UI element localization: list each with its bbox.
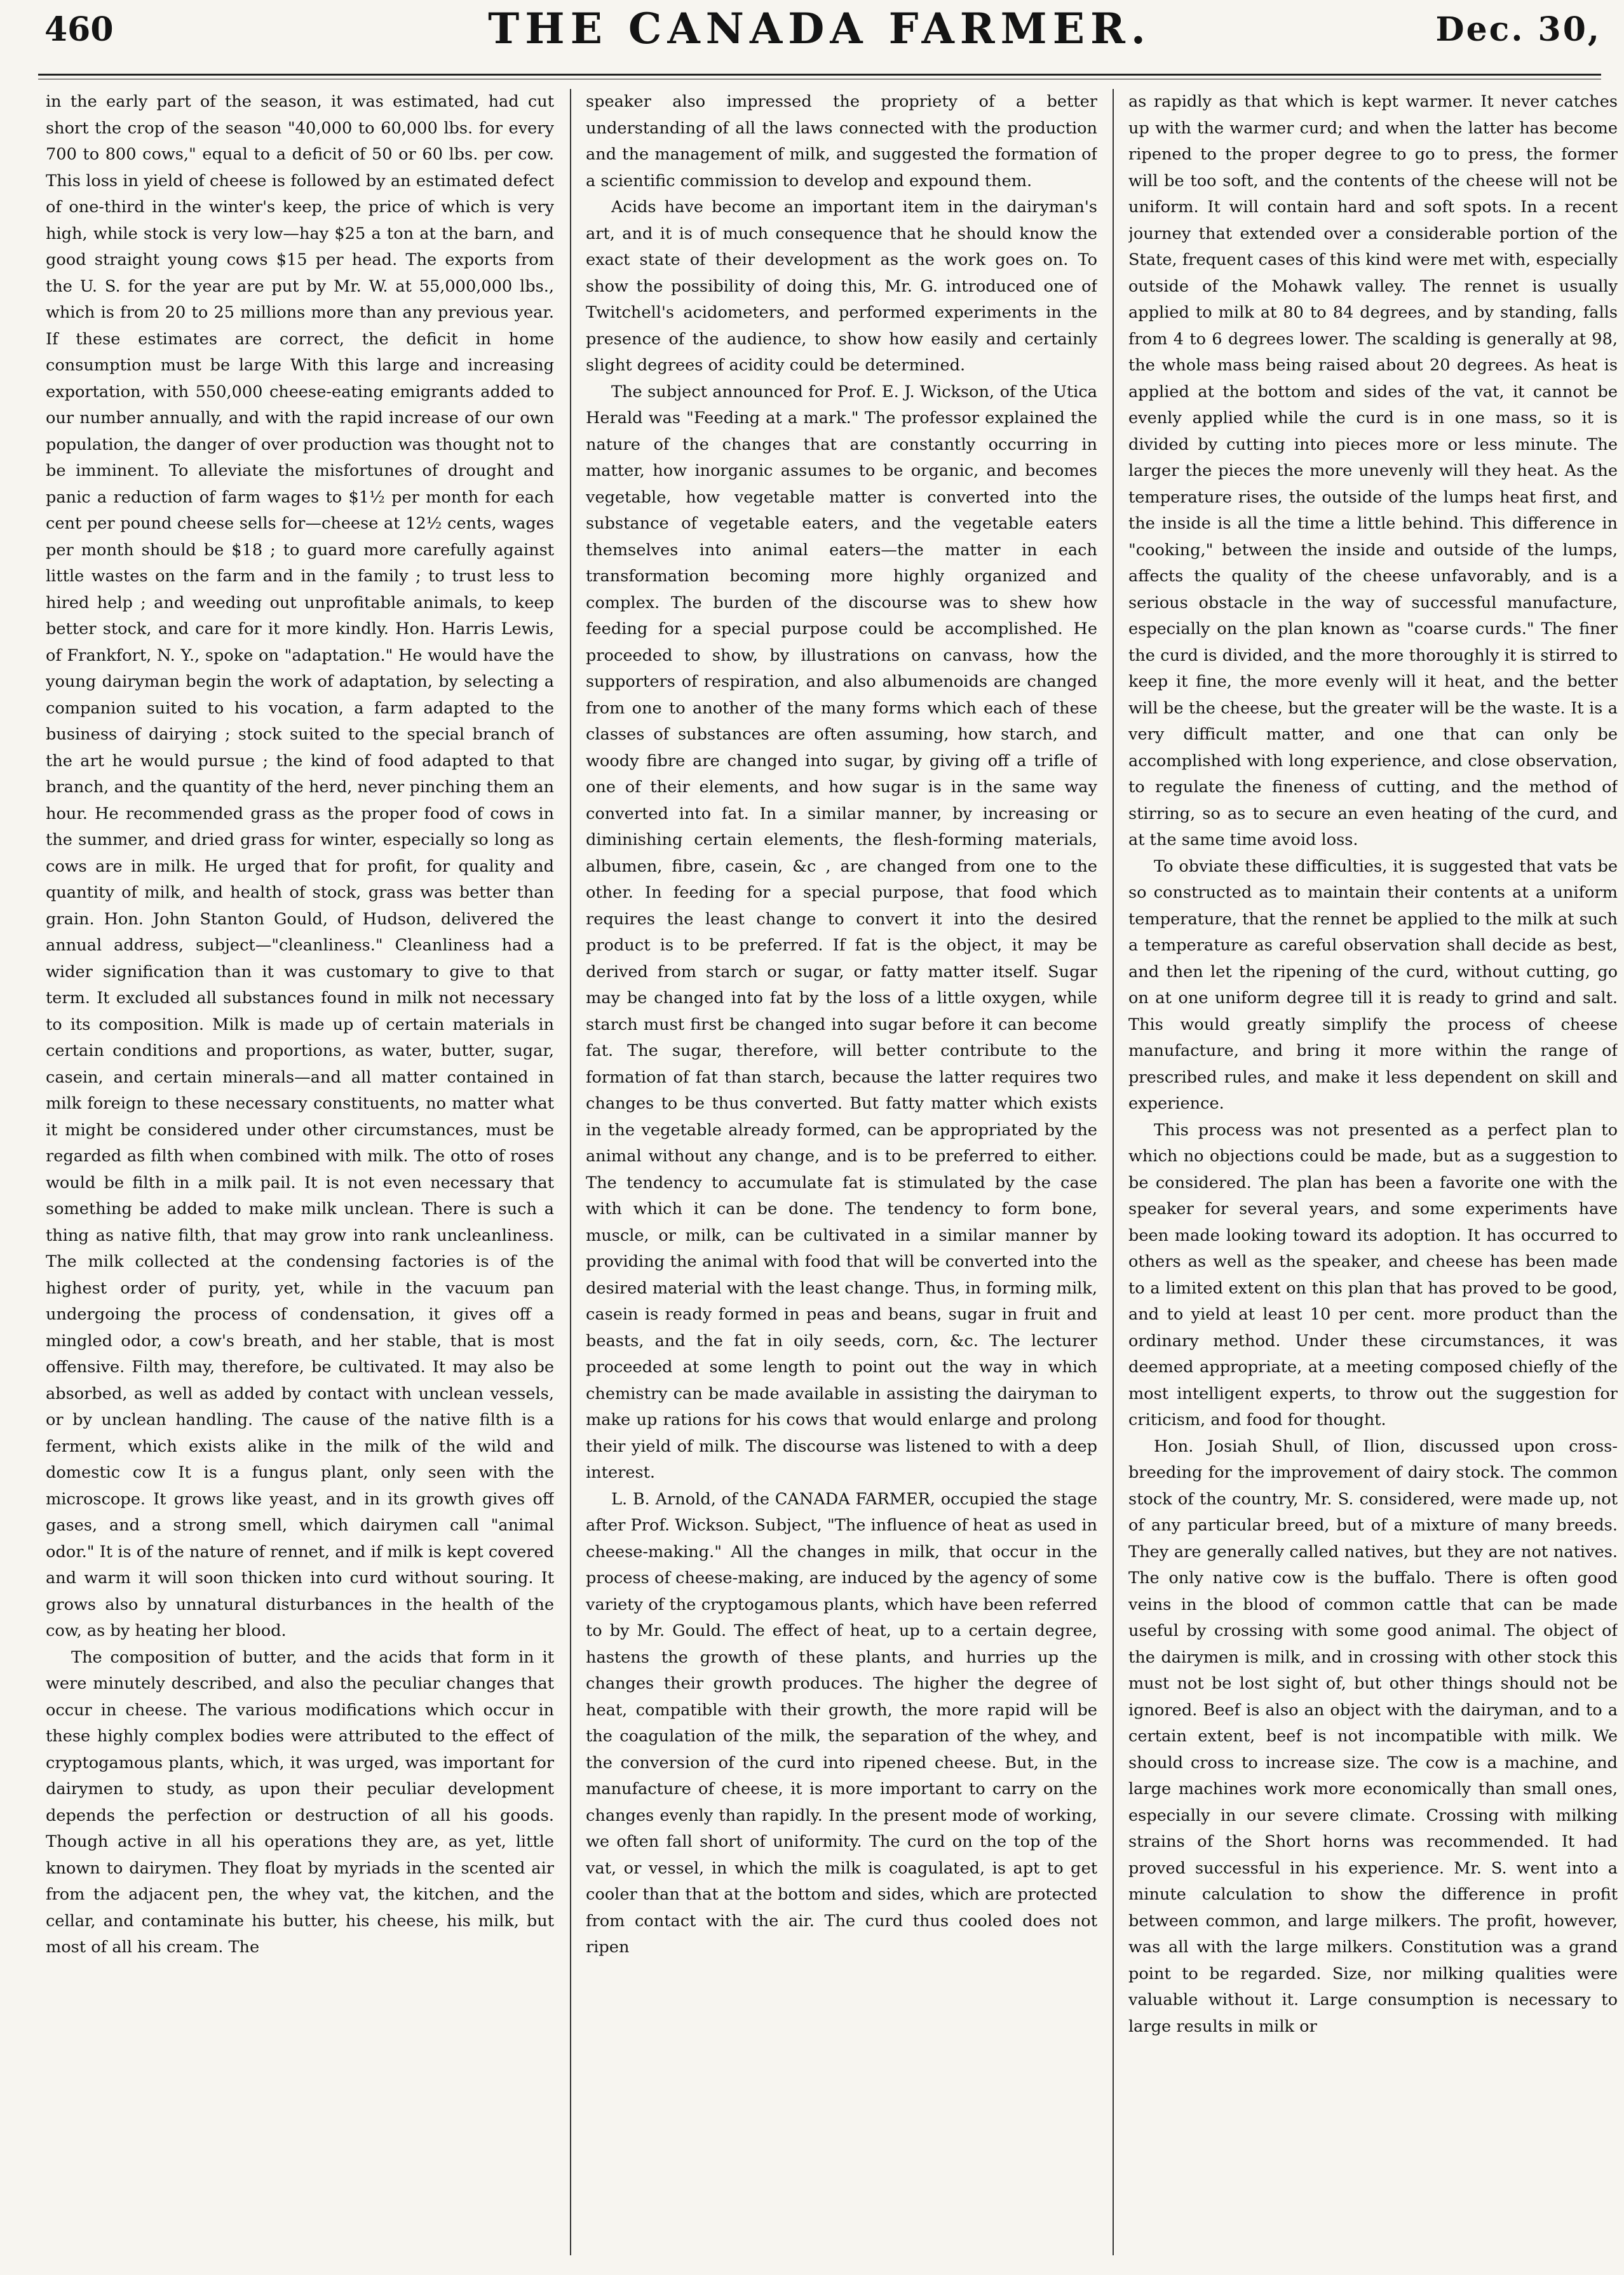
column-divider (570, 89, 571, 2255)
paragraph: speaker also impressed the propriety of a better understanding of all the laws connected with the production and the management of milk, and suggested the formation of a scientific commission to develop and expound them. (586, 92, 1097, 191)
paragraph: L. B. Arnold, of the CANADA FARMER, occupied the stage after Prof. Wickson. Subject, "The influence of heat as used in cheese-making." All the changes in milk, that occur in the process of cheese-making, are induced by the agency of some variety of the cryptogamous plants, which have been referred to by Mr. Gould. The effect of heat, up to a certain degree, hastens the growth of these plants, and hurries up the changes their growth produces. The higher the degree of heat, compatible with their growth, the more rapid will be the coagulation of the milk, the separation of the whey, and the conversion of the curd into ripened cheese. But, in the manufacture of cheese, it is more important to carry on the changes evenly than rapidly. In the present mode of working, we often fall short of uniformity. The curd on the top of the vat, or vessel, in which the milk is coagulated, is apt to get cooler than that at the bottom and sides, which are protected from contact with the air. The curd thus cooled does not ripen (586, 1489, 1097, 1957)
paragraph: This process was not presented as a perfect plan to which no objections could be made, but as a suggestion to be considered. The plan has been a favorite one with the speaker for several years, and some experiments have been made looking toward its adoption. It has occurred to others as well as the speaker, and cheese has been made to a limited extent on this plan that has proved to be good, and to yield at least 10 per cent. more product than the ordinary method. Under these circumstances, it was deemed appropriate, at a meeting composed chiefly of the most intelligent experts, to throw out the suggestion for criticism, and food for thought. (1128, 1120, 1618, 1429)
header-rule (38, 74, 1601, 76)
paragraph: as rapidly as that which is kept warmer. It never catches up with the warmer curd; and when the latter has become ripened to the proper degree to go to press, the former will be too soft, and the contents of the cheese will not be uniform. It will contain hard and soft spots. In a recent journey that extended over a considerable portion of the State, frequent cases of this kind were met with, especially outside of the Mohawk valley. The rennet is usually applied to milk at 80 to 84 degrees, and by standing, falls from 4 to 6 degrees lower. The scalding is generally at 98, the whole mass being raised about 20 degrees. As heat is applied at the bottom and sides of the vat, it cannot be evenly applied while the curd is in one mass, so it is divided by cutting into pieces more or less minute. The larger the pieces the more unevenly will they heat. As the temperature rises, the outside of the lumps heat first, and the inside is all the time a little behind. This difference in "cooking," between the inside and outside of the lumps, affects the quality of the cheese unfavorably, and is a serious obstacle in the way of successful manufacture, especially on the plan known as "coarse curds." The finer the curd is divided, and the more thoroughly it is stirred to keep it fine, the more evenly will it heat, and the better will be the cheese, but the greater will be the waste. It is a very difficult matter, and one that can only be accomplished with long experience, and close observation, to regulate the fineness of cutting, and the method of stirring, so as to secure an even heating of the curd, and at the same time avoid loss. (1128, 92, 1618, 849)
paragraph: To obviate these difficulties, it is suggested that vats be so constructed as to maintain their contents at a uniform temperature, that the rennet be applied to the milk at such a temperature as careful observation shall decide as best, and then let the ripening of the curd, without cutting, go on at one uniform degree till it is ready to grind and salt. This would greatly simplify the process of cheese manufacture, and bring it more within the range of prescribed rules, and make it less dependent on skill and experience. (1128, 856, 1618, 1113)
column-divider (1113, 89, 1114, 2255)
column-2 (586, 89, 1097, 2255)
paragraph: Hon. Josiah Shull, of Ilion, discussed upon cross-breeding for the improvement of dairy stock. The common stock of the country, Mr. S. considered, were made up, not of any particular breed, but of a mixture of many breeds. They are generally called natives, but they are not natives. The only native cow is the buffalo. There is often good veins in the blood of common cattle that can be made useful by crossing with some good animal. The object of the dairymen is milk, and in crossing with other stock this must not be lost sight of, but other things should not be ignored. Beef is also an object with the dairyman, and to a certain extent, beef is not incompatible with milk. We should cross to increase size. The cow is a machine, and large machines work more economically than small ones, especially in our severe climate. Crossing with milking strains of the Short horns was recommended. It had proved successful in his experience. Mr. S. went into a minute calculation to show the difference in profit between common, and large milkers. The profit, however, was all with the large milkers. Constitution was a grand point to be regarded. Size, nor milking qualities were valuable without it. Large consumption is necessary to large results in milk or (1128, 1436, 1618, 2036)
masthead-title: THE CANADA FARMER. (488, 4, 1151, 53)
column-3 (1128, 89, 1618, 2255)
paragraph: The subject announced for Prof. E. J. Wickson, of the Utica Herald was "Feeding at a mark." The professor explained the nature of the changes that are constantly occurring in matter, how inorganic assumes to be organic, and becomes vegetable, how vegetable matter is converted into the substance of vegetable eaters, and the vegetable eaters themselves into animal eaters—the matter in each transformation becoming more highly organized and complex. The burden of the discourse was to shew how feeding for a special purpose could be accomplished. He proceeded to show, by illustrations on canvass, how the supporters of respiration, and also albumenoids are changed from one to another of the many forms which each of these classes of substances are often assuming, how starch, and woody fibre are changed into sugar, by giving off a trifle of one of their elements, and how sugar is in the same way converted into fat. In a similar manner, by increasing or diminishing certain elements, the flesh-forming materials, albumen, fibre, casein, &c , are changed from one to the other. In feeding for a special purpose, that food which requires the least change to convert it into the desired product is to be preferred. If fat is the object, it may be derived from starch or sugar, or fatty matter itself. Sugar may be changed into fat by the loss of a little oxygen, while starch must first be changed into sugar before it can become fat. The sugar, therefore, will better contribute to the formation of fat than starch, because the latter requires two changes to be thus converted. But fatty matter which exists in the vegetable already formed, can be appropriated by the animal without any change, and is to be preferred to either. The tendency to accumulate fat is stimulated by the case with which it can be done. The tendency to form bone, muscle, or milk, can be cultivated in a similar manner by providing the animal with food that will be converted into the desired material with the least change. Thus, in forming milk, casein is ready formed in peas and beans, sugar in fruit and beasts, and the fat in oily seeds, corn, &c. The lecturer proceeded at some length to point out the way in which chemistry can be made available in assisting the dairyman to make up rations for his cows that would enlarge and prolong their yield of milk. The discourse was listened to with a deep interest. (586, 382, 1097, 1482)
column-1 (46, 89, 554, 2255)
paragraph: in the early part of the season, it was estimated, had cut short the crop of the season "40,000 to 60,000 lbs. for every 700 to 800 cows," equal to a deficit of 50 or 60 lbs. per cow. This loss in yield of cheese is followed by an estimated defect of one-third in the winter's keep, the price of which is very high, while stock is very low—hay $25 a ton at the barn, and good straight young cows $15 per head. The exports from the U. S. for the year are put by Mr. W. at 55,000,000 lbs., which is from 20 to 25 millions more than any previous year. If these estimates are correct, the deficit in home consumption must be large With this large and increasing exportation, with 550,000 cheese-eating emigrants added to our number annually, and with the rapid increase of our own population, the danger of over production was thought not to be imminent. To alleviate the misfortunes of drought and panic a reduction of farm wages to $1½ per month for each cent per pound cheese sells for—cheese at 12½ cents, wages per month should be $18 ; to guard more carefully against little wastes on the farm and in the family ; to trust less to hired help ; and weeding out unprofitable animals, to keep better stock, and care for it more kindly. Hon. Harris Lewis, of Frankfort, N. Y., spoke on "adaptation." He would have the young dairyman begin the work of adaptation, by selecting a companion suited to his vocation, a farm adapted to the business of dairying ; stock suited to the special branch of the art he would pursue ; the kind of food adapted to that branch, and the quantity of the herd, never pinching them an hour. He recommended grass as the proper food of cows in the summer, and dried grass for winter, especially so long as cows are in milk. He urged that for profit, for quality and quantity of milk, and health of stock, grass was better than grain. Hon. John Stanton Gould, of Hudson, delivered the annual address, subject—"cleanliness." Cleanliness had a wider signification than it was customary to give to that term. It excluded all substances found in milk not necessary to its composition. Milk is made up of certain materials in certain conditions and proportions, as water, butter, sugar, casein, and certain minerals—and all matter contained in milk foreign to these necessary constituents, no matter what it might be considered under other circumstances, must be regarded as filth when combined with milk. The otto of roses would be filth in a milk pail. It is not even necessary that something be added to make milk unclean. There is such a thing as native filth, that may grow into rank uncleanliness. The milk collected at the condensing factories is of the highest order of purity, yet, while in the vacuum pan undergoing the process of condensation, it gives off a mingled odor, a cow's breath, and her stable, that is most offensive. Filth may, therefore, be cultivated. It may also be absorbed, as well as added by contact with unclean vessels, or by unclean handling. The cause of the native filth is a ferment, which exists alike in the milk of the wild and domestic cow It is a fungus plant, only seen with the microscope. It grows like yeast, and in its growth gives off gases, and a strong smell, which dairymen call "animal odor." It is of the nature of rennet, and if milk is kept covered and warm it will soon thicken into curd without souring. It grows also by unnatural disturbances in the health of the cow, as by heating her blood. (46, 92, 554, 1640)
paragraph: The composition of butter, and the acids that form in it were minutely described, and also the peculiar changes that occur in cheese. The various modifications which occur in these highly complex bodies were attributed to the effect of cryptogamous plants, which, it was urged, was important for dairymen to study, as upon their peculiar development depends the perfection or destruction of all his goods. Though active in all his operations they are, as yet, little known to dairymen. They float by myriads in the scented air from the adjacent pen, the whey vat, the kitchen, and the cellar, and contaminate his butter, his cheese, his milk, but most of all his cream. The (46, 1647, 554, 1957)
paragraph: Acids have become an important item in the dairyman's art, and it is of much consequence that he should know the exact state of their development as the work goes on. To show the possibility of doing this, Mr. G. introduced one of Twitchell's acidometers, and performed experiments in the presence of the audience, to show how easily and certainly slight degrees of acidity could be determined. (586, 198, 1097, 375)
issue-date: Dec. 30, (1435, 10, 1601, 49)
page-number: 460 (44, 10, 114, 49)
